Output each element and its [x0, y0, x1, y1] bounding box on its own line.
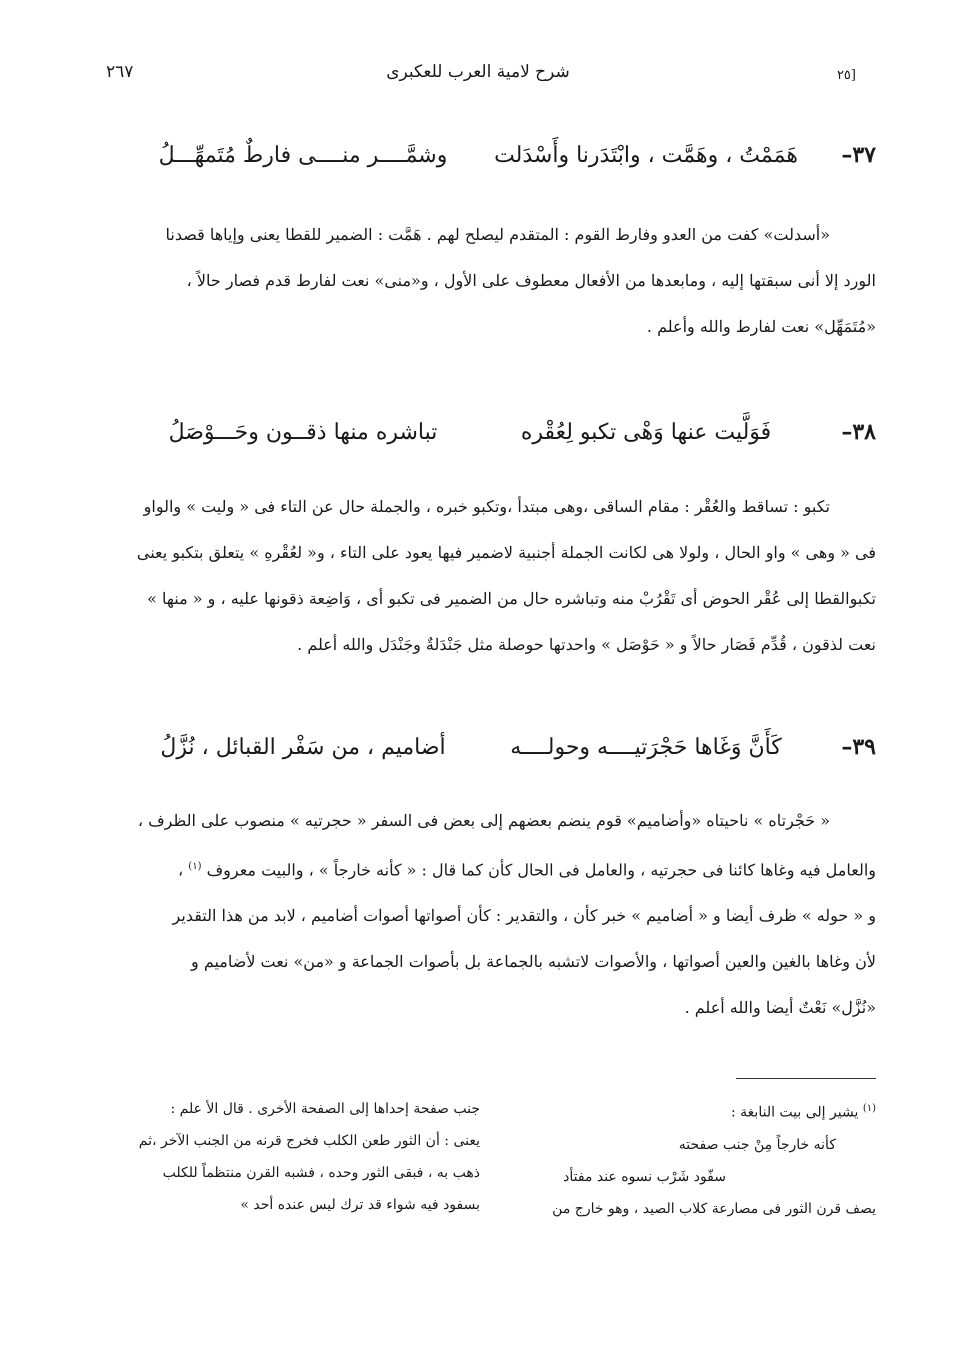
- footnote-number: (١): [862, 1103, 876, 1114]
- commentary-verse-38: [80, 484, 876, 668]
- verse-38: [120, 412, 876, 452]
- commentary-line: لأن وغاها بالغين والعين أصواتها ، والأصوات لاتشبه بالجماعة بل بأصوات الجماعة و «من» نعت لأضاميم و: [191, 952, 876, 972]
- commentary-line: فى « وهى » واو الحال ، ولولا هى لكانت الجملة أجنبية لاضمير فيها يعود على التاء ، و« لعُقْرهِ » يتعلق بتكبو يعنى: [136, 543, 876, 562]
- footnote-line: كأنه خارجاً مِنْ جنب صفحته: [678, 1136, 836, 1153]
- verse-hemistich-first: كَأَنَّ وَغَاها حَجْرَتيــــه وحولــــه: [510, 734, 782, 760]
- verse-number: ٣٧–: [841, 142, 876, 168]
- footnote-line: يصف قرن الثور فى مصارعة كلاب الصيد ، وهو خارج من: [552, 1200, 876, 1217]
- verse-39: [120, 727, 876, 767]
- commentary-verse-39: [80, 798, 876, 1031]
- verse-37: [120, 135, 876, 175]
- commentary-line: نعت لذقون ، قُدِّم فَصَار حالاً و « حَوْصَل » واحدتها حوصلة مثل جَنْدَلةٌ وجَنْدَل والله أعلم .: [297, 635, 876, 654]
- verse-hemistich-second: وشمَّــــر منــــى فارطٌ مُتَمهِّـــلُ: [158, 142, 448, 168]
- commentary-line: تكبو : تساقط والعُقْر : مقام الساقى ،وهى مبتدأ ،وتكبو خبره ، والجملة حال عن التاء فى « وليت » والواو: [143, 497, 830, 516]
- footnote-column-left: [80, 1093, 480, 1221]
- commentary-verse-37: [80, 212, 876, 350]
- commentary-line: و « حوله » ظرف أيضا و « أضاميم » خبر كأن ، والتقدير : كأن أصواتها أصوات أضاميم ، لابد من هذا التقدير: [172, 906, 876, 926]
- footnote-reference: (١): [188, 861, 202, 872]
- commentary-line: تكبوالقطا إلى عُقْر الحوض أى تَقْرُبْ منه وتباشره حال من الضمير فى تكبو أى ، وَاضِعة ذقونها عليه ، و « منها »: [147, 589, 876, 608]
- commentary-line: [80, 844, 876, 893]
- verse-number: ٣٩–: [841, 734, 876, 760]
- footnote-divider: [736, 1078, 876, 1079]
- commentary-line-text: والعامل فيه وغاها كائنا فى حجرتيه ، والعامل فى الحال كأن كما قال : « كأنه خارجاً » ، والبيت معروف: [206, 860, 876, 880]
- running-title: شرح لامية العرب للعكبرى: [386, 62, 570, 82]
- punctuation-mark: ،: [178, 860, 184, 880]
- footnote-line: [476, 1093, 876, 1129]
- footnote-line: سفّود شَرْب نسوه عند مفتأد: [563, 1168, 726, 1185]
- footnote-line: ذهب به ، فبقى الثور وحده ، فشبه القرن منتظماً للكلب: [162, 1165, 480, 1181]
- verse-hemistich-first: هَمَمْتُ ، وهَمَّت ، وابْتَدَرنا وأَسْدَلت: [494, 142, 798, 168]
- commentary-line: الورد إلا أنى سبقتها إليه ، ومابعدها من الأفعال معطوف على الأول ، و«منى» نعت لفارط قدم فصار حالاً ،: [186, 271, 876, 290]
- commentary-line: «مُتَمَهِّل» نعت لفارط والله وأعلم .: [646, 317, 876, 336]
- verse-hemistich-second: أضاميم ، من سَفْر القبائل ، نُزَّلُ: [160, 734, 446, 760]
- commentary-line: «أسدلت» كفت من العدو وفارط القوم : المتقدم ليصلح لهم . هَمَّت : الضمير للقطا يعنى وإياها قصدنا: [165, 225, 830, 244]
- footnote-line-text: يشير إلى بيت النابغة :: [731, 1104, 859, 1121]
- footnote-line: بسفود فيه شواء قد ترك ليس عنده أحد »: [240, 1197, 480, 1213]
- footnote-line: جنب صفحة إحداها إلى الصفحة الأخرى . قال الأ علم :: [170, 1101, 480, 1117]
- commentary-line: «نُزَّل» نَعْتٌ أيضا والله أعلم .: [684, 998, 876, 1018]
- page-number: ٢٦٧: [106, 62, 134, 82]
- commentary-line: « حَجْرتاه » ناحيتاه «وأضاميم» قوم ينضم بعضهم إلى بعض فى السفر « حجرتيه » منصوب على الظرف ،: [137, 811, 830, 830]
- verse-hemistich-first: فَوَلَّيت عنها وَهْى تكبو لِعُقْره: [520, 419, 772, 445]
- verse-hemistich-second: تباشره منها ذقــون وحَـــوْصَلُ: [168, 419, 438, 445]
- footnote-line: يعنى : أن الثور طعن الكلب فخرج قرنه من الجنب الآخر ،ثم: [138, 1133, 480, 1149]
- signature-mark: [٢٥: [836, 68, 856, 83]
- footnote-column-right: [476, 1093, 876, 1225]
- verse-number: ٣٨–: [841, 419, 876, 445]
